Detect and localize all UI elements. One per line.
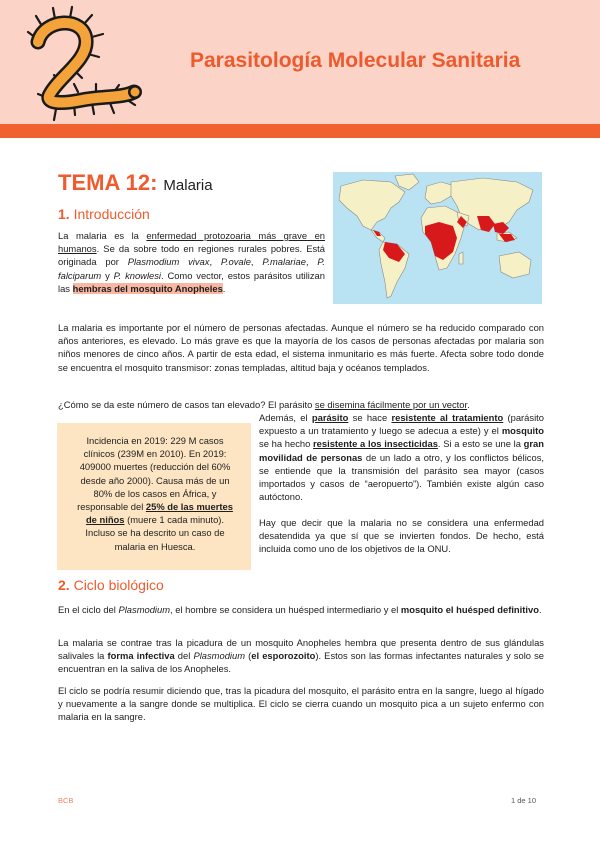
text-run: . Como vector, estos parásitos utilizan las <box>58 269 325 294</box>
emphasized-text: forma infectiva <box>107 650 175 662</box>
infection-paragraph <box>58 636 544 676</box>
species-name: Plasmodium vivax <box>127 256 210 268</box>
onu-paragraph: Hay que decir que la malaria no se considera una enfermedad desatendida ya que sí que se invierten fondos. De hecho, está incluida como uno de los objetivos de la ONU. <box>259 517 544 555</box>
text-run: , el hombre se considera un huésped intermediario y el <box>170 604 401 615</box>
text-run: ( <box>245 650 252 662</box>
text-run: Además, el <box>259 412 312 423</box>
text-run: , <box>250 256 263 268</box>
text-run: y <box>101 269 114 281</box>
section-heading-intro <box>58 206 150 222</box>
emphasized-text: gran movilidad de personas <box>259 438 544 463</box>
section-number: 1. <box>58 206 70 222</box>
text-run: ). Estos son las formas infectantes naturales y solo se encuentran en la saliva de los Anopheles. <box>58 650 545 675</box>
cycle-host-paragraph <box>58 603 544 616</box>
text-run: ¿Cómo se da este número de casos tan elevado? El parásito <box>58 399 315 410</box>
intro-paragraph <box>58 229 325 295</box>
importance-paragraph: La malaria es importante por el número de personas afectadas. Aunque el número se ha reducido comparado con años anteriores, es elevado. Lo más grave es que la mayoría de los casos de personas afectadas por malaria son niños menores de cinco años. A partir de esta edad, el sistema inmunitario es más fuerte. Afecta sobre todo donde se encuentra el mosquito transmisor: zonas templadas, altitud baja y océanos templados. <box>58 322 544 373</box>
text-run: , <box>305 256 318 268</box>
resistance-paragraph <box>259 411 544 503</box>
section-number: 2. <box>58 577 70 593</box>
cycle-summary-paragraph: El ciclo se podría resumir diciendo que, tras la picadura del mosquito, el parásito entra en la sangre, luego al hígado y nuevamente a la sangre donde se multiplica. El ciclo se cierra cuando un mosquito pica a un sujeto enfermo con malaria en la sangre. <box>58 685 544 723</box>
underlined-text: enfermedad protozoaria más grave en humanos <box>58 230 325 255</box>
text-run: , <box>209 256 221 268</box>
text-run: La malaria se contrae tras la picadura de un mosquito Anopheles hembra que presenta dentro de sus glándulas salivales la <box>58 637 544 662</box>
lesson-subtitle: Malaria <box>163 177 213 194</box>
question-paragraph <box>58 398 548 411</box>
emphasized-text: parásito <box>311 412 349 423</box>
lesson-title <box>58 170 213 196</box>
text-run: La malaria es la <box>58 230 147 241</box>
highlighted-text: hembras del mosquito Anopheles <box>72 282 223 294</box>
emphasized-text: el esporozoito <box>251 650 316 662</box>
emphasized-text: 25% de las muertes de niños <box>85 501 233 526</box>
species-name: P. falciparum <box>58 256 325 281</box>
page-number: 1 de 10 <box>511 796 537 805</box>
text-run: de un lado a otro, y los conflictos bélicos, se entiende que la transmisión del parásito sea mayor (casos importados y casos de “aeropuerto”). También existe algún caso autóctono. <box>259 451 544 503</box>
text-run: se hace <box>348 412 392 423</box>
emphasized-text: resistente a los insecticidas <box>313 438 438 450</box>
header-accent-bar <box>0 124 600 138</box>
emphasized-text: resistente al tratamiento <box>391 412 504 423</box>
incidence-text <box>71 434 239 553</box>
text-run: (parásito expuesto a un tratamiento y luego se adecua a este) y el <box>259 412 544 437</box>
text-run: . <box>467 399 470 410</box>
world-malaria-map <box>333 172 542 304</box>
section-heading-cycle <box>58 577 164 593</box>
emphasized-text: mosquito el huésped definitivo <box>400 604 539 615</box>
text-run: . <box>538 604 542 615</box>
species-name: P. knowlesi <box>113 269 162 281</box>
text-run: (muere 1 cada minuto). Incluso se ha descrito un caso de malaria en Huesca. <box>85 514 225 552</box>
emphasized-text: mosquito <box>501 425 544 437</box>
text-run: del <box>174 650 194 662</box>
text-run: se ha hecho <box>259 438 314 450</box>
text-run: En el ciclo del <box>58 604 119 615</box>
species-name: Plasmodium <box>118 604 171 615</box>
lesson-number: TEMA 12: <box>58 170 158 195</box>
section-title: Introducción <box>73 206 150 222</box>
text-run: . Se da sobre todo en regiones rurales pobres. Está originada por <box>58 243 325 268</box>
footer-label: BCB <box>58 796 74 805</box>
species-name: P.malariae <box>262 256 306 268</box>
parasite-worm-icon <box>22 4 152 124</box>
underlined-text: se disemina fácilmente por un vector <box>314 399 468 410</box>
text-run: Incidencia en 2019: 229 M casos clínicos (239M en 2010). En 2019: 409000 muertes (reducción del 60% desde año 2000). Causa más de un 80% de los casos en África, y responsable del <box>77 435 231 513</box>
text-run: . <box>222 282 226 294</box>
incidence-info-box <box>57 423 251 570</box>
species-name: P.ovale <box>220 256 251 268</box>
header-title: Parasitología Molecular Sanitaria <box>190 49 521 72</box>
section-title: Ciclo biológico <box>73 577 164 593</box>
text-run: . Si a esto se une la <box>437 438 524 450</box>
species-name: Plasmodium <box>193 650 246 662</box>
